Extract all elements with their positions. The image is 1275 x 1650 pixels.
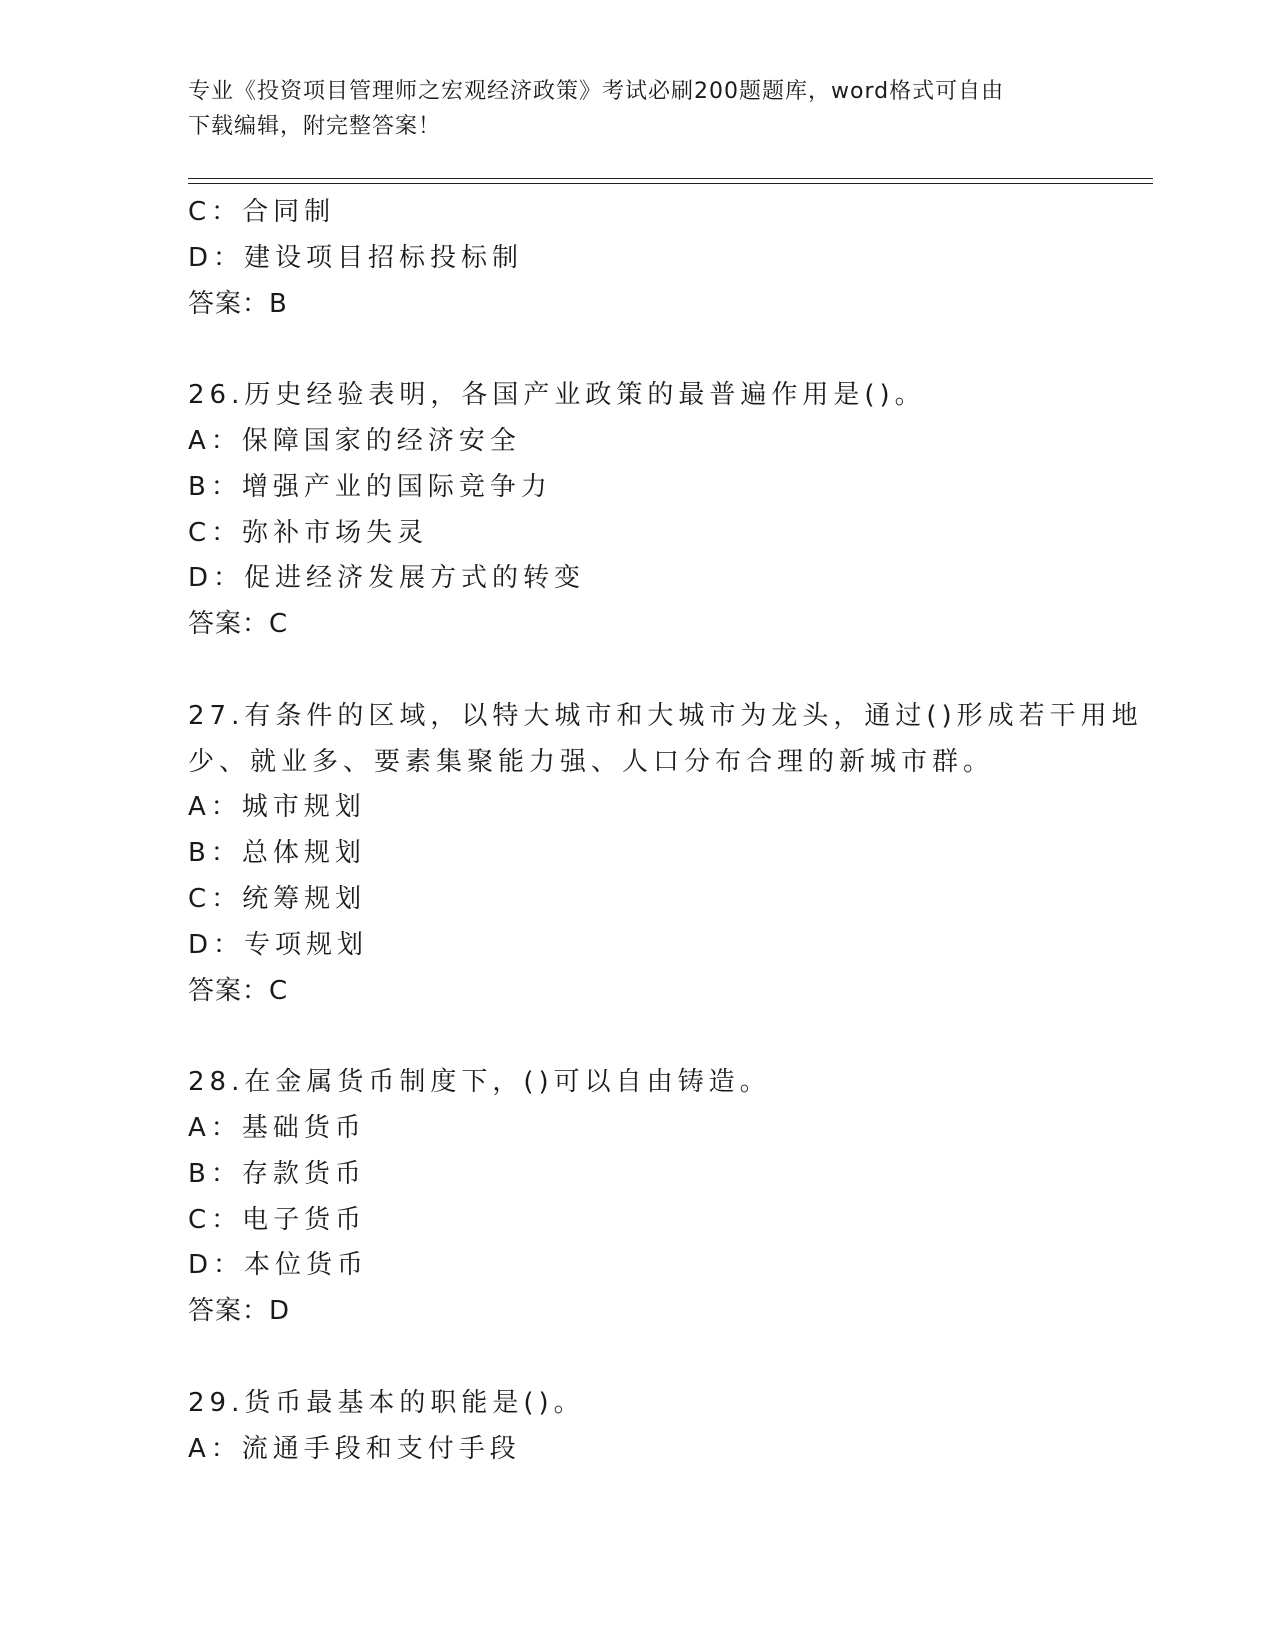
question-28: 28.在金属货币制度下，()可以自由铸造。: [188, 1067, 771, 1098]
question-27-line-2: 少、就业多、要素集聚能力强、人口分布合理的新城市群。: [188, 746, 995, 777]
option-b: B：增强产业的国际竞争力: [188, 471, 552, 502]
option-a: A：城市规划: [188, 792, 366, 823]
option-d: D：专项规划: [188, 929, 369, 960]
question-27-line-1: 27.有条件的区域，以特大城市和大城市为龙头，通过()形成若干用地: [188, 700, 1143, 731]
header-divider-bottom: [188, 183, 1153, 184]
option-c: C：合同制: [188, 197, 336, 227]
option-c: C：电子货币: [188, 1204, 367, 1235]
answer: 答案：D: [188, 1296, 291, 1327]
document-header: [188, 74, 1068, 144]
answer: 答案：C: [188, 975, 289, 1006]
header-line-2: 下载编辑，附完整答案！: [188, 114, 442, 139]
header-divider-top: [188, 178, 1153, 179]
option-a: A：流通手段和支付手段: [188, 1433, 521, 1464]
option-c: C：弥补市场失灵: [188, 517, 429, 548]
answer: 答案：B: [188, 288, 288, 319]
option-b: B：存款货币: [188, 1158, 366, 1189]
option-c: C：统筹规划: [188, 883, 367, 914]
option-b: B：总体规划: [188, 838, 366, 869]
option-d: D：本位货币: [188, 1250, 369, 1281]
question-26: 26.历史经验表明，各国产业政策的最普遍作用是()。: [188, 380, 926, 411]
question-content: [188, 190, 1143, 1472]
answer: 答案：C: [188, 609, 289, 640]
option-a: A：保障国家的经济安全: [188, 425, 521, 456]
option-a: A：基础货币: [188, 1112, 366, 1143]
question-29: 29.货币最基本的职能是()。: [188, 1387, 585, 1418]
option-d: D：建设项目招标投标制: [188, 242, 524, 273]
option-d: D：促进经济发展方式的转变: [188, 563, 586, 594]
header-line-1: 专业《投资项目管理师之宏观经济政策》考试必刷200题题库，word格式可自由: [188, 79, 1005, 104]
